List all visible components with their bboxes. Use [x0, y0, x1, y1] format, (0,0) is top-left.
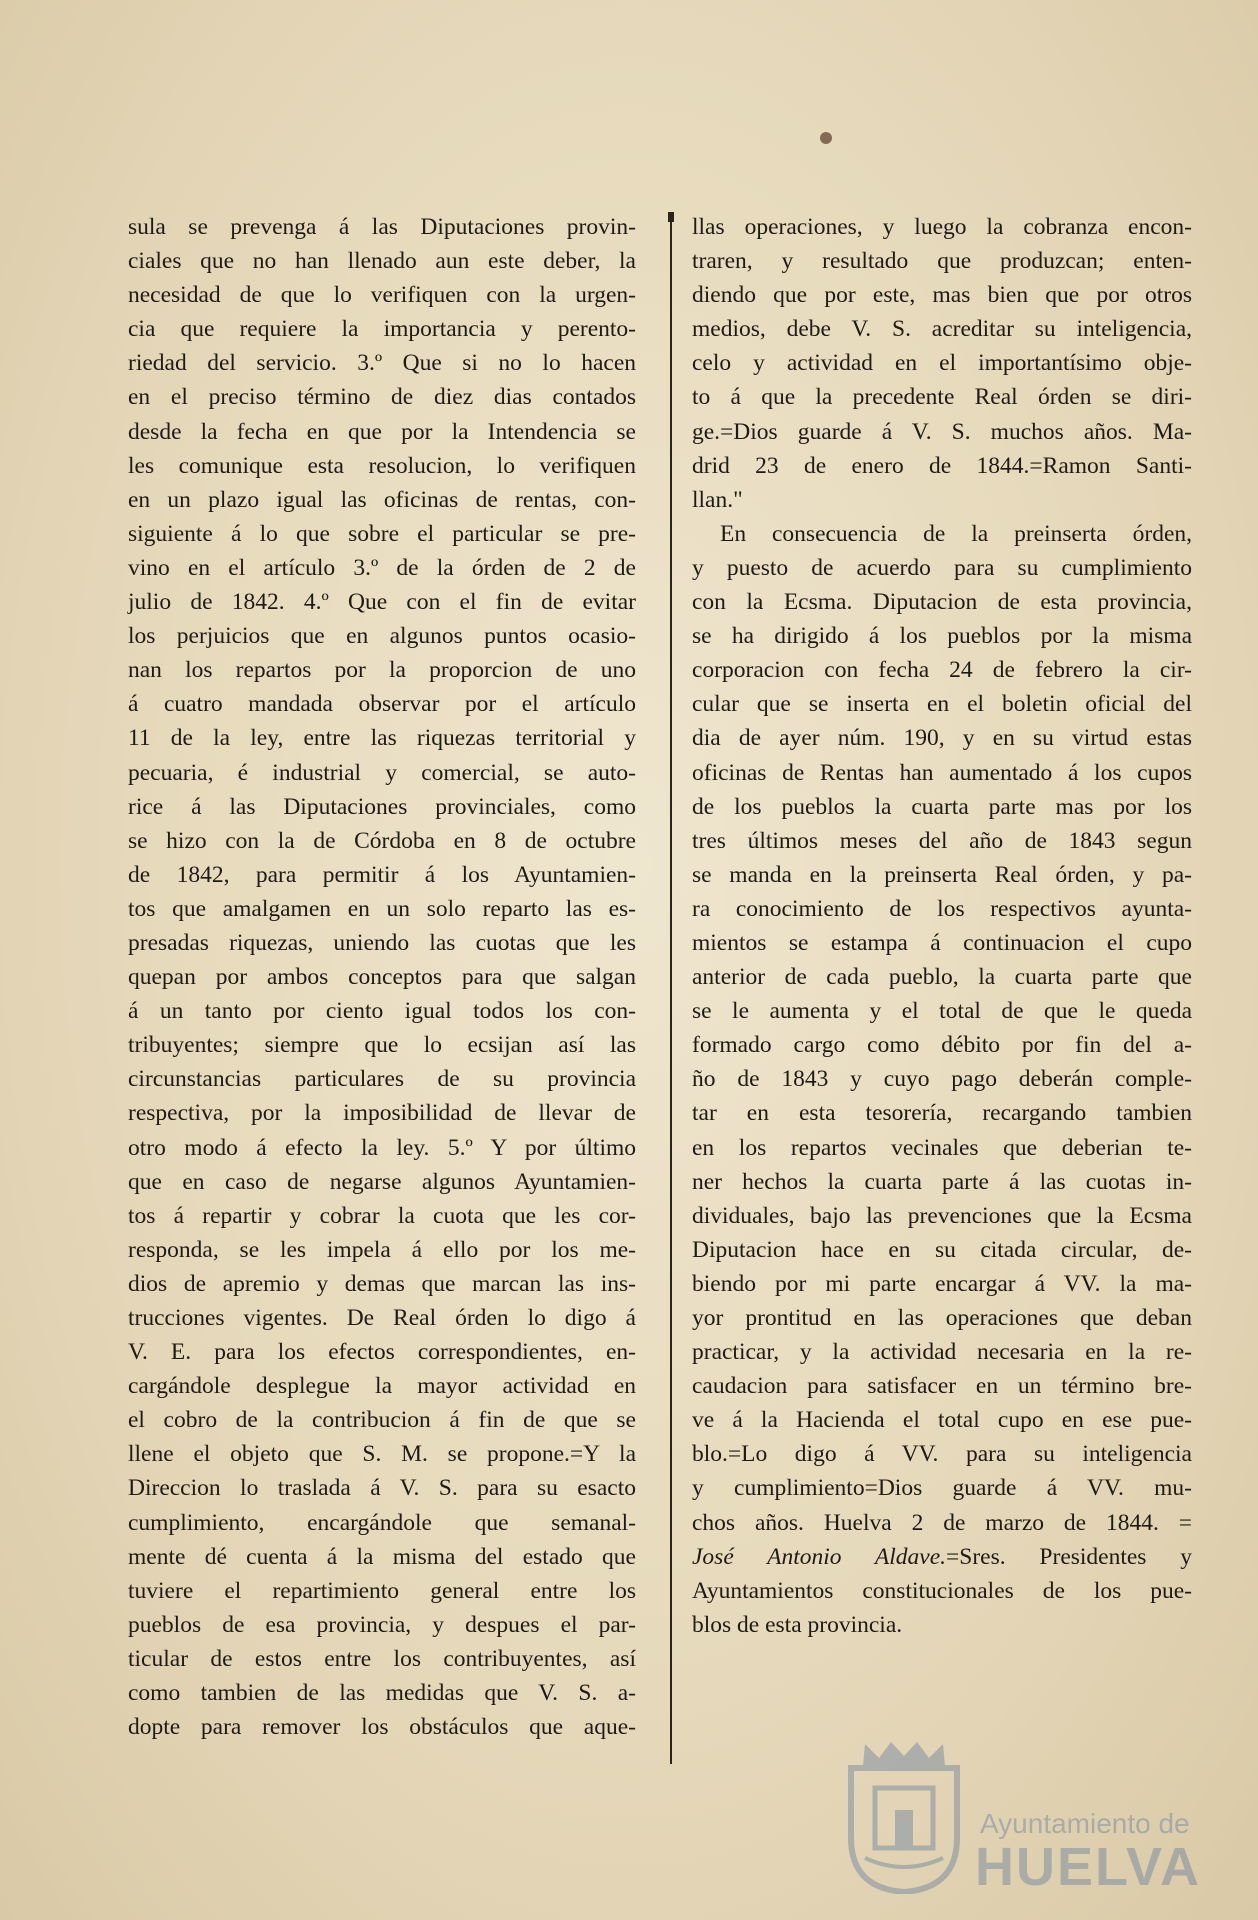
text-line: tos á repartir y cobrar la cuota que les cor- — [128, 1202, 636, 1229]
text-line: Direccion lo traslada á V. S. para su esacto — [128, 1475, 636, 1502]
text-line: dia de ayer núm. 190, y en su virtud estas — [692, 725, 1192, 752]
text-line: dopte para remover los obstáculos que aque- — [128, 1714, 636, 1741]
text-line: se hizo con la de Córdoba en 8 de octubre — [128, 827, 636, 854]
signature-line — [692, 1540, 1192, 1574]
text-line: drid 23 de enero de 1844.=Ramon Santi- — [692, 452, 1192, 479]
text-line: se le aumenta y el total de que le queda — [692, 998, 1192, 1025]
text-line: en los repartos vecinales que deberian te- — [692, 1134, 1192, 1161]
text-line: tar en esta tesorería, recargando tambien — [692, 1100, 1192, 1127]
text-line: pueblos de esa provincia, y despues el par- — [128, 1611, 636, 1638]
text-line: con la Ecsma. Diputacion de esta provincia, — [692, 589, 1192, 616]
text-line: respectiva, por la imposibilidad de llevar de — [128, 1100, 636, 1127]
text-line: llene el objeto que S. M. se propone.=Y la — [128, 1441, 636, 1468]
text-line: tres últimos meses del año de 1843 segun — [692, 827, 1192, 854]
text-line: blos de esta provincia. — [692, 1611, 903, 1638]
text-line: sula se prevenga á las Diputaciones provin- — [128, 214, 636, 240]
text-line: otro modo á efecto la ley. 5.º Y por último — [128, 1134, 636, 1161]
text-line: oficinas de Rentas han aumentado á los cupos — [692, 759, 1192, 786]
coat-of-arms-icon — [845, 1738, 963, 1894]
text-line: 11 de la ley, entre las riquezas territorial y — [128, 725, 636, 752]
text-line: julio de 1842. 4.º Que con el fin de evitar — [128, 589, 636, 616]
text-line: caudacion para satisfacer en un término bre- — [692, 1373, 1192, 1400]
text-line: siguiente á lo que sobre el particular se pre- — [128, 520, 636, 547]
text-line: tos que amalgamen en un solo reparto las es- — [128, 895, 636, 922]
right-paragraph-2 — [692, 517, 1192, 1540]
column-divider — [670, 212, 672, 1764]
watermark-line1: Ayuntamiento de — [980, 1808, 1190, 1839]
text-line: ra conocimiento de los respectivos ayunta- — [692, 895, 1192, 922]
text-line: celo y actividad en el importantísimo obje- — [692, 350, 1192, 377]
signature-rest: =Sres. Presidentes y — [946, 1543, 1192, 1570]
text-line: Diputacion hace en su citada circular, de- — [692, 1236, 1192, 1263]
text-line: practicar, y la actividad necesaria en la re- — [692, 1339, 1192, 1366]
text-line: V. E. para los efectos correspondientes, en- — [128, 1339, 636, 1366]
text-line: mente dé cuenta á la misma del estado que — [128, 1543, 636, 1570]
text-line: que en caso de negarse algunos Ayuntamien- — [128, 1168, 636, 1195]
text-line: como tambien de las medidas que V. S. a- — [128, 1680, 636, 1707]
right-paragraph-1 — [692, 210, 1192, 517]
text-line: cargándole desplegue la mayor actividad en — [128, 1373, 636, 1400]
text-line: cia que requiere la importancia y perento- — [128, 316, 636, 343]
left-column — [128, 210, 636, 1744]
text-line: se ha dirigido á los pueblos por la misma — [692, 623, 1192, 650]
text-line: necesidad de que lo verifiquen con la urgen- — [128, 282, 636, 309]
text-line: ciales que no han llenado aun este deber, la — [128, 248, 636, 275]
text-line: biendo por mi parte encargar á VV. la ma- — [692, 1270, 1192, 1297]
text-line: el cobro de la contribucion á fin de que se — [128, 1407, 636, 1434]
text-line: chos años. Huelva 2 de marzo de 1844. = — [692, 1509, 1192, 1536]
text-line: trucciones vigentes. De Real órden lo digo á — [128, 1305, 636, 1331]
text-line: mientos se estampa á continuacion el cupo — [692, 929, 1192, 956]
text-line: ner hechos la cuarta parte á las cuotas in- — [692, 1168, 1192, 1195]
signature-name: José Antonio Aldave. — [692, 1543, 947, 1570]
text-line: formado cargo como débito por fin del a- — [692, 1032, 1192, 1059]
text-line: se manda en la preinserta Real órden, y pa- — [692, 861, 1192, 888]
text-line: ve á la Hacienda el total cupo en ese pue- — [692, 1407, 1192, 1434]
text-line: rice á las Diputaciones provinciales, como — [128, 793, 636, 820]
text-line: los perjuicios que en algunos puntos ocasio- — [128, 623, 636, 650]
right-paragraph-tail — [692, 1574, 1192, 1642]
text-line: vino en el artículo 3.º de la órden de 2 de — [128, 554, 636, 581]
text-line: dios de apremio y demas que marcan las ins- — [128, 1270, 636, 1297]
text-line: en un plazo igual las oficinas de rentas, con- — [128, 486, 636, 513]
text-line: quepan por ambos conceptos para que salgan — [128, 964, 636, 991]
text-line: nan los repartos por la proporcion de uno — [128, 657, 636, 684]
text-line: responda, se les impela á ello por los me- — [128, 1236, 636, 1263]
text-line: les comunique esta resolucion, lo verifiquen — [128, 452, 636, 479]
text-line: de 1842, para permitir á los Ayuntamien- — [128, 861, 636, 888]
text-line: ticular de estos entre los contribuyentes, así — [128, 1645, 636, 1672]
ink-spot — [820, 132, 832, 144]
text-line: blo.=Lo digo á VV. para su inteligencia — [692, 1441, 1192, 1468]
text-line: cumplimiento, encargándole que semanal- — [128, 1509, 636, 1536]
text-line: ge.=Dios guarde á V. S. muchos años. Ma- — [692, 418, 1192, 445]
text-line: pecuaria, é industrial y comercial, se auto- — [128, 759, 636, 786]
watermark-line2: HUELVA — [975, 1837, 1201, 1897]
text-line: presadas riquezas, uniendo las cuotas que les — [128, 929, 636, 956]
text-line: de los pueblos la cuarta parte mas por los — [692, 793, 1192, 820]
text-line: riedad del servicio. 3.º Que si no lo hacen — [128, 350, 636, 377]
text-line: anterior de cada pueblo, la cuarta parte que — [692, 964, 1192, 991]
text-line: to á que la precedente Real órden se diri- — [692, 384, 1192, 411]
watermark — [845, 1738, 1201, 1898]
text-line: Ayuntamientos constitucionales de los pue- — [692, 1577, 1192, 1604]
text-line: tribuyentes; siempre que lo ecsijan así las — [128, 1032, 636, 1059]
text-line: circunstancias particulares de su provincia — [128, 1066, 636, 1093]
text-line: llas operaciones, y luego la cobranza encon- — [692, 214, 1192, 240]
text-line: traren, y resultado que produzcan; enten- — [692, 248, 1192, 275]
text-line: tuviere el repartimiento general entre los — [128, 1577, 636, 1604]
text-line: á cuatro mandada observar por el artículo — [128, 691, 636, 718]
text-line: llan." — [692, 486, 743, 513]
text-line: corporacion con fecha 24 de febrero la cir- — [692, 657, 1192, 684]
text-line: medios, debe V. S. acreditar su inteligencia, — [692, 316, 1192, 343]
text-line: desde la fecha en que por la Intendencia se — [128, 418, 636, 445]
text-line: ño de 1843 y cuyo pago deberán comple- — [692, 1066, 1192, 1093]
text-line: y cumplimiento=Dios guarde á VV. mu- — [692, 1475, 1192, 1502]
text-line: á un tanto por ciento igual todos los con- — [128, 998, 636, 1025]
text-line: dividuales, bajo las prevenciones que la Ecsma — [692, 1202, 1192, 1229]
text-line: diendo que por este, mas bien que por otros — [692, 282, 1192, 309]
text-line: yor prontitud en las operaciones que deban — [692, 1305, 1192, 1331]
text-line: en el preciso término de diez dias contados — [128, 384, 636, 411]
text-line: En consecuencia de la preinserta órden, — [720, 520, 1192, 547]
right-column — [692, 210, 1192, 1642]
text-line: cular que se inserta en el boletin oficial del — [692, 691, 1192, 718]
text-line: y puesto de acuerdo para su cumplimiento — [692, 554, 1192, 581]
